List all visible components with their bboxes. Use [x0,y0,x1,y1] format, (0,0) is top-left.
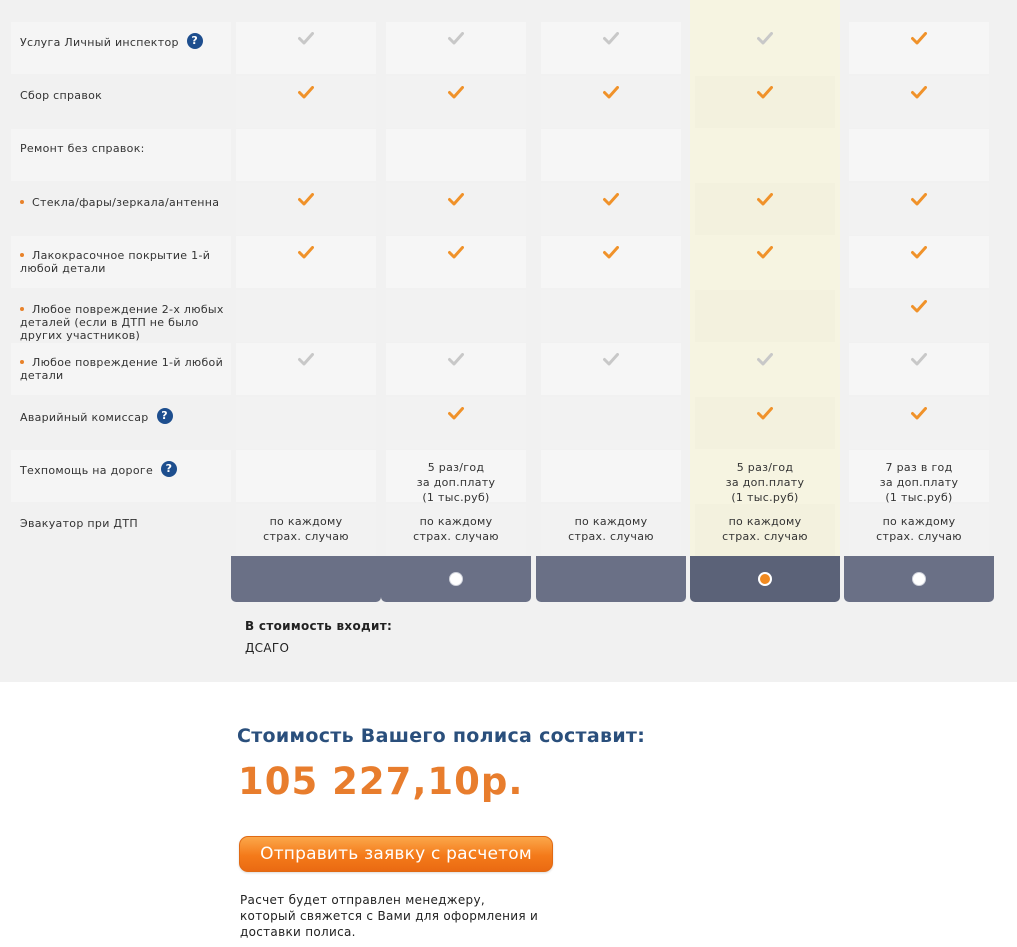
plan-cell [381,183,531,235]
plan-cell [690,76,840,128]
plan-cell-bg [695,343,835,395]
plan-cell [381,76,531,128]
feature-label-text: Техпомощь на дороге [20,464,154,477]
plan-cell [690,397,840,449]
plan-cell [690,290,840,342]
plan-cells [536,0,686,556]
plan-cell [231,343,381,395]
plan-cell-bg [541,290,681,342]
plan-cell-bg [695,236,835,288]
plan-cell-bg [695,22,835,74]
check-icon [381,193,531,207]
plan-cell [536,450,686,502]
feature-row-bg [11,76,231,128]
check-icon [844,32,994,46]
plan-cell [690,236,840,288]
plan-cell [536,397,686,449]
plan-footer-bar [381,556,531,602]
plan-cell [844,76,994,128]
plan-cell-text: 5 раз/год за доп.плату (1 тыс.руб) [416,461,496,504]
plan-cell-bg [541,129,681,181]
plan-cell-bg [541,22,681,74]
plan-cell-bg [695,397,835,449]
plan-cell-bg [849,290,989,342]
plan-radio-button[interactable] [758,572,772,586]
plan-cell [844,343,994,395]
plan-cell-bg [541,183,681,235]
plan-cell [381,343,531,395]
plan-cell-bg [386,129,526,181]
check-icon [536,246,686,260]
plan-cell [690,504,840,556]
check-icon [231,86,381,100]
plan-cell [690,450,840,502]
submit-note: Расчет будет отправлен менеджеру, который свяжется с Вами для оформления и доставки полиса. [240,893,539,939]
check-icon [381,407,531,421]
plan-footer-bar [690,556,840,602]
plan-cell [536,76,686,128]
feature-label [11,303,227,342]
price-title: Стоимость Вашего полиса составит: [237,725,646,747]
plan-cell-bg [386,397,526,449]
bullet-icon [20,360,24,364]
check-inactive-icon [536,353,686,367]
feature-label [11,89,227,102]
plan-cell [231,397,381,449]
plan-cell-bg [236,76,376,128]
feature-label [11,35,227,51]
plan-cell-bg [849,236,989,288]
plan-cell [231,76,381,128]
feature-row-bg [11,504,231,556]
plan-cell [536,22,686,74]
feature-label [11,196,227,209]
help-icon[interactable]: ? [161,461,177,477]
plan-footer-bar [231,556,381,602]
check-inactive-icon [381,353,531,367]
plan-cell-bg [386,343,526,395]
plan-cell-bg [541,236,681,288]
plan-cell [844,450,994,502]
plan-radio-button[interactable] [449,572,463,586]
feature-label [11,410,227,426]
plan-cell-bg [236,236,376,288]
plan-column [381,0,531,602]
help-icon[interactable]: ? [187,33,203,49]
plan-cell [536,236,686,288]
plan-cell-text: по каждому страх. случаю [876,514,962,543]
check-icon [690,86,840,100]
plan-cell-text: 7 раз в год за доп.плату (1 тыс.руб) [879,461,959,504]
plan-cell-bg [849,76,989,128]
plan-cell-bg [849,183,989,235]
check-icon [231,246,381,260]
plan-cell [231,504,381,556]
check-icon [690,407,840,421]
plan-cell-bg [236,129,376,181]
plan-cell-bg [236,183,376,235]
plan-cell [381,236,531,288]
plan-cell-bg [695,129,835,181]
plan-cell [536,290,686,342]
feature-label [11,517,227,530]
feature-label-text: Лакокрасочное покрытие 1-й любой детали [20,249,211,275]
plan-column [536,0,686,602]
check-icon [381,86,531,100]
check-icon [231,193,381,207]
plan-cell-bg [849,22,989,74]
plan-cell-bg [236,343,376,395]
bullet-icon [20,200,24,204]
plan-cell [231,183,381,235]
plan-cell [381,129,531,181]
check-icon [536,86,686,100]
check-icon [844,193,994,207]
plan-cell [536,129,686,181]
plan-footer-bar [844,556,994,602]
feature-label-text: Стекла/фары/зеркала/антенна [32,195,220,209]
check-inactive-icon [536,32,686,46]
plan-cell [381,397,531,449]
plan-cell [231,236,381,288]
plan-cell-text: по каждому страх. случаю [413,514,499,543]
plan-cell [381,22,531,74]
plan-cell [231,22,381,74]
check-inactive-icon [690,32,840,46]
plan-cell [844,397,994,449]
check-inactive-icon [231,353,381,367]
plan-column [844,0,994,602]
plan-cell [844,290,994,342]
feature-row-bg [11,129,231,181]
plan-cells [231,0,381,556]
plan-cell-bg [236,22,376,74]
check-icon [844,407,994,421]
feature-label [11,463,227,479]
plan-cell-text: по каждому страх. случаю [722,514,808,543]
plan-cell-bg [386,183,526,235]
plan-cell-bg [695,76,835,128]
feature-label-text: Любое повреждение 2-х любых деталей (если в ДТП не было других участников) [20,302,224,342]
plan-cell [844,183,994,235]
plan-cell [381,450,531,502]
plan-cell [231,450,381,502]
check-icon [844,300,994,314]
check-icon [690,246,840,260]
plan-radio-button[interactable] [912,572,926,586]
plan-cell-bg [541,76,681,128]
plan-cells [381,0,531,556]
plan-cell [231,290,381,342]
plan-cell [844,22,994,74]
feature-label-text: Эвакуатор при ДТП [20,516,138,530]
feature-label-text: Услуга Личный инспектор [20,36,179,49]
plan-cell [690,343,840,395]
plan-cell-bg [386,22,526,74]
plan-cell-bg [849,129,989,181]
plan-cells [844,0,994,556]
plan-cell-bg [541,397,681,449]
plan-cell-bg [236,397,376,449]
check-inactive-icon [844,353,994,367]
check-icon [536,193,686,207]
plan-cell-bg [849,397,989,449]
plan-cell-bg [541,343,681,395]
check-icon [381,246,531,260]
includes-item: ДСАГО [245,641,290,655]
plan-cell [690,183,840,235]
bullet-icon [20,253,24,257]
bullet-icon [20,307,24,311]
feature-label-text: Сбор справок [20,88,103,102]
feature-row-bg [11,183,231,235]
feature-label [11,356,227,382]
plan-cell [536,343,686,395]
feature-label [11,249,227,275]
check-inactive-icon [381,32,531,46]
check-inactive-icon [690,353,840,367]
check-icon [844,86,994,100]
plan-cell-text: по каждому страх. случаю [568,514,654,543]
check-icon [690,193,840,207]
plan-column [231,0,381,602]
help-icon[interactable]: ? [157,408,173,424]
plan-cell [381,290,531,342]
plan-cell-bg [386,76,526,128]
plan-cell [844,129,994,181]
plan-cells [690,0,840,556]
submit-request-button[interactable]: Отправить заявку с расчетом [239,836,553,872]
plan-cell [844,236,994,288]
plan-cell [844,504,994,556]
plan-cell [381,504,531,556]
plan-cell-bg [236,450,376,502]
plan-cell-text: 5 раз/год за доп.плату (1 тыс.руб) [725,461,805,504]
feature-label-text: Аварийный комиссар [20,410,149,424]
plan-cell [536,183,686,235]
plan-column [690,0,840,602]
price-value: 105 227,10р. [238,760,524,803]
plan-cell-bg [695,290,835,342]
plan-cell-bg [386,236,526,288]
plan-footer-bar [536,556,686,602]
plan-cell [231,129,381,181]
plan-cell-bg [386,290,526,342]
plan-cell [536,504,686,556]
plan-cell-bg [541,450,681,502]
feature-label-text: Любое повреждение 1-й любой детали [20,356,224,382]
check-icon [844,246,994,260]
plan-cell-bg [849,343,989,395]
feature-label [11,142,227,155]
feature-label-text: Ремонт без справок: [20,142,145,155]
plan-cell [690,129,840,181]
includes-title: В стоимость входит: [245,619,393,633]
check-inactive-icon [231,32,381,46]
plan-cell-bg [236,290,376,342]
plan-cell-text: по каждому страх. случаю [263,514,349,543]
plan-cell [690,22,840,74]
plan-cell-bg [695,183,835,235]
